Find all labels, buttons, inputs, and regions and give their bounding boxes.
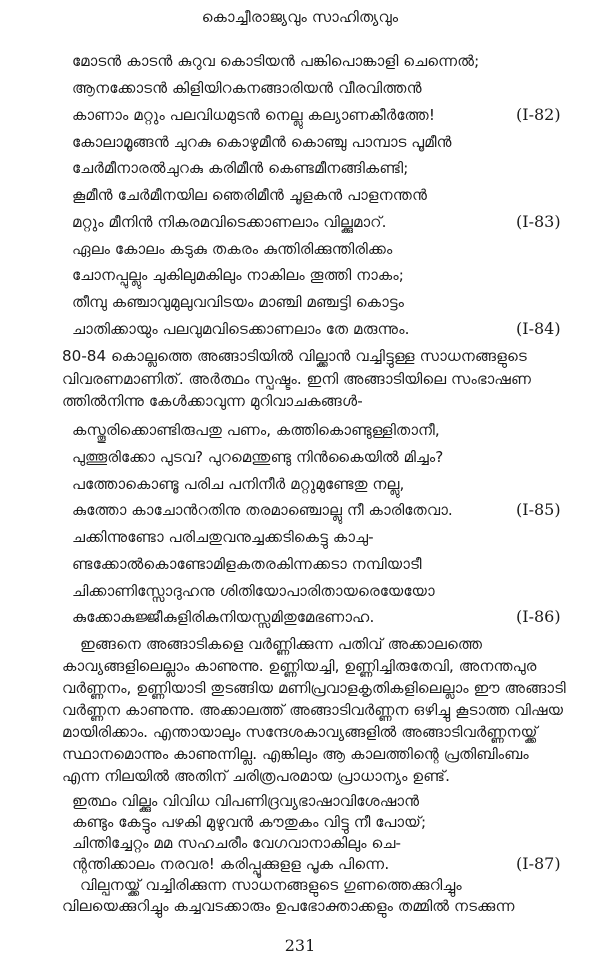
verse-line: കസ്തൂരിക്കൊണ്ടിരുപതു പണം, കത്തികൊണ്ടുള്ളിതാനീ,	[72, 421, 440, 439]
paragraph-line: കാവ്യങ്ങളിലെല്ലാം കാണുന്നു. ഉണ്ണിയച്ചി, ഉണ്ണിച്ചിരുതേവി, അനന്തപുര	[62, 657, 537, 675]
verse-line: ചക്കിന്നുണ്ടോ പരിചതുവനുച്ചക്കടികെട്ടു കാചു-	[72, 528, 374, 546]
paragraph-line: മായിരിക്കാം. എന്തായാലും സന്ദേശകാവ്യങ്ങളിൽ അങ്ങാടിവർണ്ണനയ്ക്ക്	[62, 723, 538, 741]
verse-line: കൂമീൻ ചേർമീനയില ഞെരിമീൻ ചൂളകൻ പാളനന്തൻ	[72, 186, 428, 204]
verse-line: തീമ്പു കഞ്ചാവുമുലുവവിടയം മാഞ്ചി മഞ്ചട്ടി കൊട്ടം	[72, 293, 405, 311]
verse-line: കോലാമൂങ്ങൻ ചുറകു കൊഴുമീൻ കൊഞ്ചു പാമ്പാട പൂമീൻ	[72, 133, 452, 151]
verse-line: കുത്തോ കാചോൻറതിനു തരമാഞ്ചൊല്ലു നീ കാരിതേവാ.	[72, 501, 453, 519]
verse-line: ചോനപ്പുല്ലും ചുകിലുമകിലും നാകിലം തൂത്തി നാകം;	[72, 266, 404, 284]
running-title: കൊച്ചീരാജ്യവും സാഹിത്യവും	[201, 8, 399, 26]
verse-line: കാണാം മറ്റും പലവിധമുടൻ നെല്ലു കല്യാണകീർത്തേ!	[72, 106, 435, 124]
verse-number: (I-83)	[516, 212, 561, 231]
paragraph-line: ഇങ്ങനെ അങ്ങാടികളെ വർണ്ണിക്കുന്ന പതിവ് അക്കാലത്തെ	[80, 635, 483, 653]
verse-number: (I-87)	[516, 854, 561, 873]
verse-line: ണ്ടക്കോൽകൊണ്ടോമിളകതരകിന്നക്കടാ നമ്പിയാടീ	[72, 555, 422, 573]
verse-line: ചിക്കാണിസ്സോദുഹനു ശിതിയോപാരിതായരെയേയോ	[72, 582, 435, 600]
paragraph-line: വില്പനയ്ക്ക് വച്ചിരിക്കുന്ന സാധനങ്ങളുടെ ഗുണത്തെക്കുറിച്ചും	[80, 876, 462, 894]
paragraph-line: വർണ്ണന കാണുന്നു. അക്കാലത്ത് അങ്ങാടിവർണ്ണന ഒഴിച്ചു കൂടാത്ത വിഷയ	[62, 701, 564, 719]
paragraph-line: ത്തിൽനിന്നു കേൾക്കാവുന്ന മുറിവാചകങ്ങൾ-	[62, 392, 363, 410]
paragraph-line: വർണ്ണനം, ഉണ്ണിയാടി തുടങ്ങിയ മണിപ്രവാളകൃതികളിലെല്ലാം ഈ അങ്ങാടി	[62, 679, 566, 697]
verse-line: ചാതിക്കായും പലവുമവിടെക്കാണലാം തേ മരുന്നും.	[72, 320, 410, 338]
paragraph-line: സ്ഥാനമൊന്നും കാണുന്നില്ല. എങ്കിലും ആ കാലത്തിന്റെ പ്രതിബിംബം	[62, 745, 529, 763]
verse-number: (I-86)	[516, 607, 561, 626]
verse-line: ന്റന്തിക്കാലം നരവര! കരിപ്പൂക്കുളള പൂക പിന്നെ.	[72, 855, 390, 873]
verse-line: പത്തോകൊണ്ടൂ പരിച പനിനീർ മറ്റുമുണ്ടേതു നല്ലു,	[72, 475, 405, 493]
verse-line: ചേർമീനാരൽചുറകു കരിമീൻ കെണ്ടമീനങ്ങികണ്ടി;	[72, 159, 409, 177]
page-number: 231	[284, 936, 316, 955]
verse-line: പുത്തൂരിക്കോ പുടവ? പുറമെന്തുണ്ടു നിൻകൈയിൽ മിച്ചം?	[72, 448, 444, 466]
verse-line: ഇത്ഥം വില്ക്കും വിവിധ വിപണിദ്രവ്യഭാഷാവിശേഷാൻ	[72, 792, 420, 810]
paragraph-line: വിലയെക്കുറിച്ചും കച്ചവടക്കാരും ഉപഭോക്താക്കളും തമ്മിൽ നടക്കുന്ന	[62, 897, 515, 915]
verse-number: (I-82)	[516, 105, 561, 124]
paragraph-line: 80-84 കൊല്ലത്തെ അങ്ങാടിയിൽ വില്ക്കാൻ വച്ചിട്ടുള്ള സാധനങ്ങളുടെ	[62, 347, 527, 365]
verse-line: ഏലം കോലം കടുകു തകരം കുന്തിരിക്കുന്തിരിക്കം	[72, 240, 393, 258]
verse-line: ആനക്കോടൻ കിളിയിറകനങ്ങാരിയൻ വീരവിത്തൻ	[72, 79, 422, 97]
verse-line: കണ്ടും കേട്ടും പഴകി മുഴുവൻ കൗതുകം വിട്ടു നീ പോയ്;	[72, 813, 427, 831]
paragraph-line: എന്ന നിലയിൽ അതിന് ചരിത്രപരമായ പ്രാധാന്യം ഉണ്ട്.	[62, 767, 450, 785]
verse-line: മോടൻ കാടൻ കുറുവ കൊടിയൻ പങ്കിപൊങ്കാളി ചെന്നെൽ;	[72, 52, 480, 70]
paragraph-line: വിവരണമാണിത്. അർത്ഥം സ്പഷ്ടം. ഇനി അങ്ങാടിയിലെ സംഭാഷണ	[62, 370, 532, 388]
verse-line: മറ്റും മീനിൻ നികരമവിടെക്കാണലാം വില്ക്കുമാറ്.	[72, 213, 387, 231]
verse-number: (I-84)	[516, 319, 561, 338]
verse-line: ചിന്തിച്ചേറ്റം മമ സഹചരീം വേഗവാനാകിലും ചെ-	[72, 834, 401, 852]
verse-number: (I-85)	[516, 500, 561, 519]
verse-line: കുക്കോകുജ്ജീകുളിരികുനിയസ്സമിതുമേഭണാഹ.	[72, 608, 375, 626]
